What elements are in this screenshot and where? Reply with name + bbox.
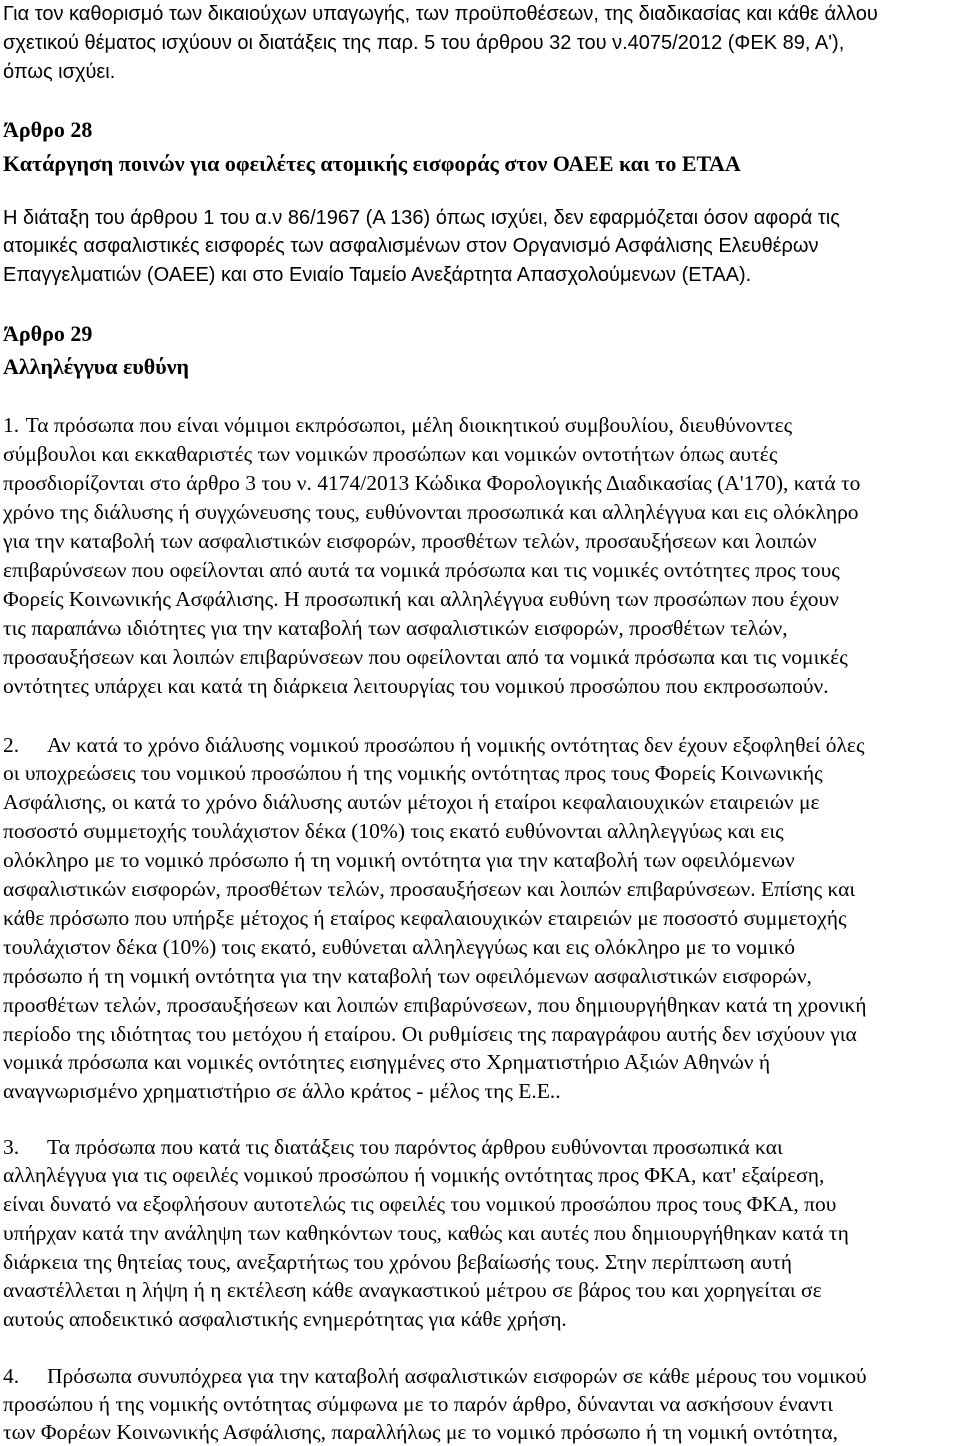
paragraph-line-text: Τα πρόσωπα που κατά τις διατάξεις του παρόντος άρθρου ευθύνονται προσωπικά και (47, 1134, 783, 1159)
paragraph-line: Η διάταξη του άρθρου 1 του α.ν 86/1967 (Α 136) όπως ισχύει, δεν εφαρμόζεται όσον αφορά τις (3, 206, 840, 229)
article-29-title (3, 319, 958, 348)
paragraph-line: κάθε πρόσωπο που υπήρξε μέτοχος ή εταίρος κεφαλαιουχικών εταιρειών με ποσοστό συμμετοχής (3, 905, 847, 930)
paragraph-line-text: Τα πρόσωπα που είναι νόμιμοι εκπρόσωποι, μέλη διοικητικού συμβουλίου, διευθύνοντες (25, 412, 793, 437)
article-29-paragraph-3 (3, 1133, 958, 1335)
paragraph-line: προσθέτων τελών, προσαυξήσεων και λοιπών επιβαρύνσεων, που δημιουργήθηκαν κατά τη χρονική (3, 992, 867, 1017)
paragraph-line: περίοδο της ιδιότητας του μετόχου ή εταίρου. Οι ρυθμίσεις της παραγράφου αυτής δεν ισχύουν για (3, 1021, 857, 1046)
paragraph-line: αναστέλλεται η λήψη ή η εκτέλεση κάθε αναγκαστικού μέτρου σε βάρος του και χορηγείται σε (3, 1278, 822, 1303)
paragraph-line: προσώπου ή της νομικής οντότητας σύμφωνα με το παρόν άρθρο, δύνανται να ασκήσουν έναντι (3, 1391, 834, 1416)
paragraph-line: υπήρχαν κατά την ανάληψη των καθηκόντων τους, καθώς και αυτές που δημιουργήθηκαν κατά τη (3, 1220, 849, 1245)
paragraph-number: 4. (3, 1363, 20, 1388)
paragraph-line: Ασφάλισης, οι κατά το χρόνο διάλυσης αυτών μέτοχοι ή εταίροι κεφαλαιουχικών εταιρειών με (3, 790, 820, 815)
article-29-heading (3, 352, 958, 381)
article-title: Άρθρο 28 (3, 116, 93, 142)
paragraph-line (3, 731, 958, 760)
paragraph-line: ασφαλιστικών εισφορών, προσθέτων τελών, προσαυξήσεων και λοιπών επιβαρύνσεων. Επίσης και (3, 877, 856, 902)
paragraph-line (3, 411, 958, 440)
paragraph-line: πρόσωπο ή τη νομική οντότητα για την καταβολή των οφειλόμενων ασφαλιστικών εισφορών, (3, 963, 812, 988)
paragraph-line (3, 1362, 958, 1390)
paragraph-line: νομικά πρόσωπα και νομικές οντότητες εισηγμένες στο Χρηματιστήριο Αξιών Αθηνών ή (3, 1050, 771, 1075)
article-29-paragraph-1 (3, 411, 958, 702)
paragraph-line (3, 1133, 958, 1162)
paragraph-line: Φορείς Κοινωνικής Ασφάλισης. Η προσωπική και αλληλέγγυα ευθύνη των προσώπων που έχουν (3, 587, 839, 612)
paragraph-line: αναγνωρισμένο χρηματιστήριο σε άλλο κράτος - μέλος της Ε.Ε.. (3, 1079, 561, 1104)
intro-paragraph (3, 0, 958, 87)
paragraph-line: σύμβουλοι και εκκαθαριστές των νομικών προσώπων και νομικών οντοτήτων όπως αυτές (3, 441, 778, 466)
paragraph-line: των Φορέων Κοινωνικής Ασφάλισης, παραλλήλως με το νομικό πρόσωπο ή τη νομική οντότητα, (3, 1419, 839, 1444)
paragraph-number: 1. (3, 412, 20, 437)
paragraph-line: τουλάχιστον δέκα (10%) τοις εκατό, ευθύνεται αλληλεγγύως και εις ολόκληρο με το νομικό (3, 934, 796, 959)
paragraph-line: αυτούς αποδεικτικό ασφαλιστικής ενημερότητας για κάθε χρήση. (3, 1307, 567, 1332)
paragraph-line-text: Αν κατά το χρόνο διάλυσης νομικού προσώπου ή νομικής οντότητας δεν έχουν εξοφληθεί όλες (47, 732, 865, 757)
paragraph-line: ατομικές ασφαλιστικές εισφορές των ασφαλισμένων στον Οργανισμό Ασφάλισης Ελευθέρων (3, 235, 819, 258)
paragraph-line: σχετικού θέματος ισχύουν οι διατάξεις της παρ. 5 του άρθρου 32 του ν.4075/2012 (ΦΕΚ 89, Α'), (3, 32, 845, 54)
paragraph-line: διάρκεια της θητείας τους, ανεξαρτήτως του χρόνου βεβαίωσής τους. Στην περίπτωση αυτή (3, 1249, 792, 1274)
paragraph-line: προσδιορίζονται στο άρθρο 3 του ν. 4174/2013 Κώδικα Φορολογικής Διαδικασίας (Α'170), κατά το (3, 470, 861, 495)
paragraph-line-text: Πρόσωπα συνυπόχρεα για την καταβολή ασφαλιστικών εισφορών σε κάθε μέρους του νομικού (47, 1363, 867, 1388)
article-28-heading (3, 149, 958, 178)
article-28-paragraph (3, 204, 958, 290)
paragraph-number: 2. (3, 732, 20, 757)
article-heading: Αλληλέγγυα ευθύνη (3, 353, 190, 379)
paragraph-line: οντότητες υπάρχει και κατά τη διάρκεια λειτουργίας του νομικού προσώπου που εκπροσωπούν. (3, 674, 829, 699)
paragraph-line: επιβαρύνσεων που οφείλονται από αυτά τα νομικά πρόσωπα και τις νομικές οντότητες προς τους (3, 557, 840, 582)
paragraph-line: αλληλέγγυα για τις οφειλές νομικού προσώπου ή νομικής οντότητας προς ΦΚΑ, κατ' εξαίρεση, (3, 1163, 825, 1188)
article-29-paragraph-4 (3, 1362, 958, 1446)
article-28-title (3, 115, 958, 144)
paragraph-line: όπως ισχύει. (3, 61, 116, 83)
article-title: Άρθρο 29 (3, 320, 93, 346)
paragraph-number: 3. (3, 1134, 20, 1159)
article-heading: Κατάργηση ποινών για οφειλέτες ατομικής εισφοράς στον ΟΑΕΕ και το ΕΤΑΑ (3, 150, 741, 176)
paragraph-line: είναι δυνατό να εξοφλήσουν αυτοτελώς τις οφειλές του νομικού προσώπου προς τους ΦΚΑ, που (3, 1192, 837, 1217)
article-29-paragraph-2 (3, 731, 958, 1107)
paragraph-line: Επαγγελματιών (ΟΑΕΕ) και στο Ενιαίο Ταμείο Ανεξάρτητα Απασχολούμενων (ΕΤΑΑ). (3, 263, 752, 286)
paragraph-line: οι υποχρεώσεις του νομικού προσώπου ή της νομικής οντότητας προς τους Φορείς Κοινωνικής (3, 761, 823, 786)
paragraph-line: για την καταβολή των ασφαλιστικών εισφορών, προσθέτων τελών, προσαυξήσεων και λοιπών (3, 528, 817, 553)
paragraph-line: Για τον καθορισμό των δικαιούχων υπαγωγής, των προϋποθέσεων, της διαδικασίας και κάθε άλλου (3, 3, 878, 25)
paragraph-line: ποσοστό συμμετοχής τουλάχιστον δέκα (10%) τοις εκατό ευθύνονται αλληλεγγύως και εις (3, 819, 784, 844)
paragraph-line: χρόνο της διάλυσης ή συγχώνευσης τους, ευθύνονται προσωπικά και αλληλέγγυα και εις ολόκληρο (3, 499, 859, 524)
paragraph-line: προσαυξήσεων και λοιπών επιβαρύνσεων που οφείλονται από τα νομικά πρόσωπα και τις νομικές (3, 645, 848, 670)
paragraph-line: ολόκληρο με το νομικό πρόσωπο ή τη νομική οντότητα για την καταβολή των οφειλόμενων (3, 848, 795, 873)
paragraph-line: τις παραπάνω ιδιότητες για την καταβολή των ασφαλιστικών εισφορών, προσθέτων τελών, (3, 616, 788, 641)
